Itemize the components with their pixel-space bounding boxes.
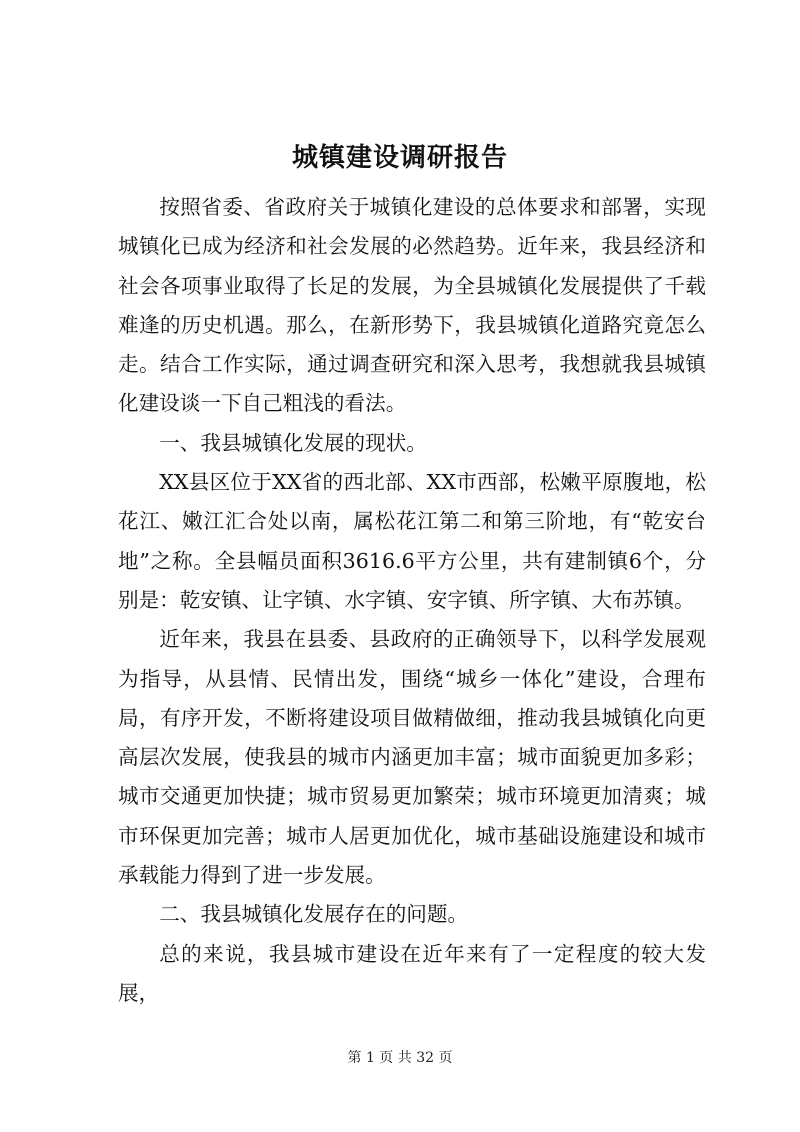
- document-body: [118, 188, 706, 1013]
- document-title: 城镇建设调研报告: [291, 143, 508, 173]
- page-number-footer: 第 1 页 共 32 页: [347, 1050, 453, 1066]
- section-heading-problems: 二、我县城镇化发展存在的问题。: [159, 902, 469, 927]
- county-overview-paragraph: XX县区位于XX省的西北部、XX市西部，松嫩平原腹地，松花江、嫩江汇合处以南，属松花江第二和第三阶地，有“乾安台地”之称。全县幅员面积3616.6平方公里，共有建制镇6个，分别是：乾安镇、让字镇、水字镇、安字镇、所字镇、大布苏镇。: [118, 470, 706, 612]
- problems-paragraph: 总的来说，我县城市建设在近年来有了一定程度的较大发展，: [118, 941, 706, 1005]
- intro-paragraph: 按照省委、省政府关于城镇化建设的总体要求和部署，实现城镇化已成为经济和社会发展的必然趋势。近年来，我县经济和社会各项事业取得了长足的发展，为全县城镇化发展提供了千载难逢的历史机遇。那么，在新形势下，我县城镇化道路究竟怎么走。结合工作实际，通过调查研究和深入思考，我想就我县城镇化建设谈一下自己粗浅的看法。: [118, 195, 706, 416]
- section-heading-current-status: 一、我县城镇化发展的现状。: [159, 430, 427, 455]
- recent-development-paragraph: 近年来，我县在县委、县政府的正确领导下，以科学发展观为指导，从县情、民情出发，围绕“城乡一体化”建设，合理布局，有序开发，不断将建设项目做精做细，推动我县城镇化向更高层次发展，使我县的城市内涵更加丰富；城市面貌更加多彩；城市交通更加快捷；城市贸易更加繁荣；城市环境更加清爽；城市环保更加完善；城市人居更加优化，城市基础设施建设和城市承载能力得到了进一步发展。: [118, 627, 706, 888]
